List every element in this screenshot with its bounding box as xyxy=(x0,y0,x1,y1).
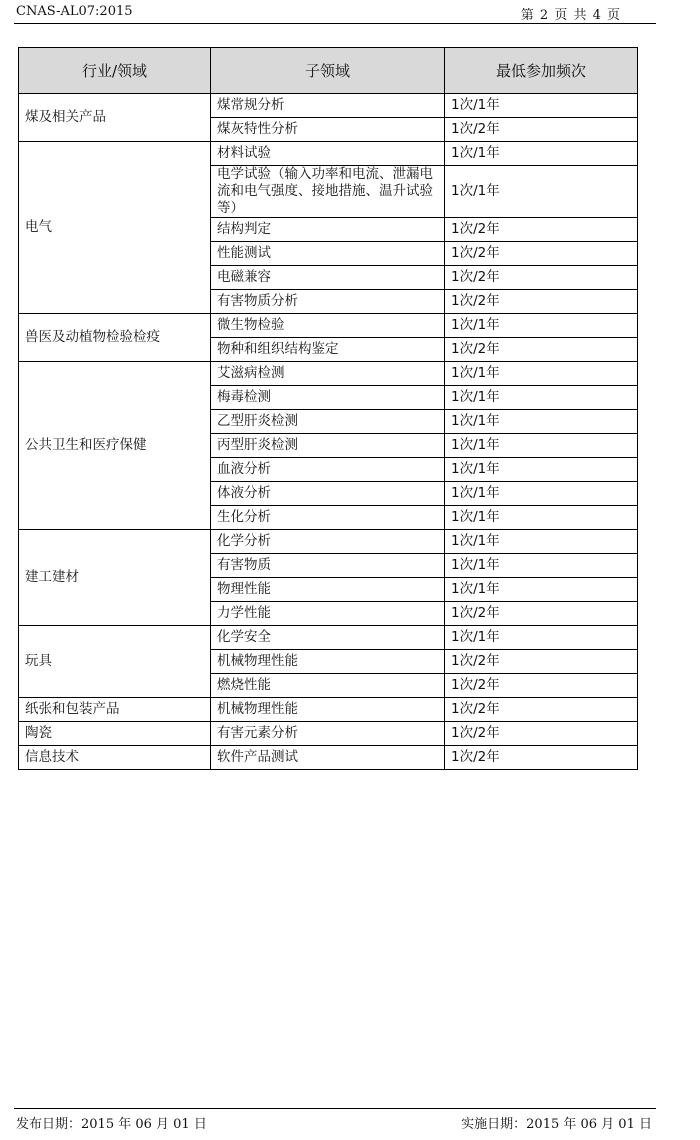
frequency-cell: 1次/2年 xyxy=(445,602,638,626)
effective-date: 实施日期：2015 年 06 月 01 日 xyxy=(461,1117,652,1132)
subfield-cell: 艾滋病检测 xyxy=(211,362,445,386)
table-row xyxy=(19,362,638,386)
table-row xyxy=(19,530,638,554)
table-row xyxy=(19,722,638,746)
subfield-cell: 力学性能 xyxy=(211,602,445,626)
header-divider xyxy=(14,23,656,24)
frequency-cell: 1次/1年 xyxy=(445,458,638,482)
subfield-cell: 体液分析 xyxy=(211,482,445,506)
frequency-cell: 1次/2年 xyxy=(445,242,638,266)
table-row xyxy=(19,626,638,650)
industry-cell: 陶瓷 xyxy=(19,722,211,746)
frequency-cell: 1次/1年 xyxy=(445,142,638,166)
column-header-frequency: 最低参加频次 xyxy=(445,48,638,94)
subfield-cell: 乙型肝炎检测 xyxy=(211,410,445,434)
industry-cell: 电气 xyxy=(19,142,211,314)
subfield-cell: 材料试验 xyxy=(211,142,445,166)
industry-cell: 信息技术 xyxy=(19,746,211,770)
industry-cell: 玩具 xyxy=(19,626,211,698)
frequency-cell: 1次/2年 xyxy=(445,218,638,242)
subfield-cell: 物种和组织结构鉴定 xyxy=(211,338,445,362)
frequency-cell: 1次/1年 xyxy=(445,386,638,410)
subfield-cell: 性能测试 xyxy=(211,242,445,266)
table-row xyxy=(19,314,638,338)
document-code: CNAS-AL07:2015 xyxy=(16,4,133,19)
subfield-cell: 机械物理性能 xyxy=(211,698,445,722)
frequency-cell: 1次/2年 xyxy=(445,118,638,142)
subfield-cell: 电磁兼容 xyxy=(211,266,445,290)
table-row xyxy=(19,698,638,722)
subfield-cell: 软件产品测试 xyxy=(211,746,445,770)
subfield-cell: 血液分析 xyxy=(211,458,445,482)
subfield-cell: 结构判定 xyxy=(211,218,445,242)
industry-cell: 兽医及动植物检验检疫 xyxy=(19,314,211,362)
frequency-cell: 1次/1年 xyxy=(445,362,638,386)
frequency-cell: 1次/1年 xyxy=(445,166,638,218)
column-header-subfield: 子领域 xyxy=(211,48,445,94)
table-row xyxy=(19,142,638,166)
frequency-cell: 1次/1年 xyxy=(445,626,638,650)
column-header-industry: 行业/领域 xyxy=(19,48,211,94)
frequency-cell: 1次/2年 xyxy=(445,338,638,362)
subfield-cell: 梅毒检测 xyxy=(211,386,445,410)
industry-cell: 纸张和包装产品 xyxy=(19,698,211,722)
frequency-cell: 1次/2年 xyxy=(445,290,638,314)
issue-date: 发布日期：2015 年 06 月 01 日 xyxy=(16,1117,207,1132)
frequency-cell: 1次/1年 xyxy=(445,482,638,506)
industry-cell: 建工建材 xyxy=(19,530,211,626)
frequency-cell: 1次/1年 xyxy=(445,434,638,458)
subfield-cell: 煤灰特性分析 xyxy=(211,118,445,142)
industry-cell: 公共卫生和医疗保健 xyxy=(19,362,211,530)
subfield-cell: 丙型肝炎检测 xyxy=(211,434,445,458)
table-header-row xyxy=(19,48,638,94)
frequency-cell: 1次/1年 xyxy=(445,506,638,530)
frequency-cell: 1次/1年 xyxy=(445,554,638,578)
frequency-cell: 1次/1年 xyxy=(445,94,638,118)
frequency-cell: 1次/2年 xyxy=(445,266,638,290)
frequency-cell: 1次/2年 xyxy=(445,674,638,698)
subfield-cell: 化学安全 xyxy=(211,626,445,650)
table-row xyxy=(19,94,638,118)
subfield-cell: 燃烧性能 xyxy=(211,674,445,698)
subfield-cell: 生化分析 xyxy=(211,506,445,530)
table-row xyxy=(19,746,638,770)
frequency-cell: 1次/1年 xyxy=(445,578,638,602)
subfield-cell: 化学分析 xyxy=(211,530,445,554)
subfield-cell: 有害物质 xyxy=(211,554,445,578)
frequency-cell: 1次/2年 xyxy=(445,650,638,674)
frequency-cell: 1次/1年 xyxy=(445,314,638,338)
frequency-cell: 1次/2年 xyxy=(445,698,638,722)
subfield-cell: 机械物理性能 xyxy=(211,650,445,674)
subfield-cell: 物理性能 xyxy=(211,578,445,602)
frequency-cell: 1次/1年 xyxy=(445,410,638,434)
frequency-cell: 1次/1年 xyxy=(445,530,638,554)
footer-divider xyxy=(14,1108,656,1109)
subfield-cell: 有害元素分析 xyxy=(211,722,445,746)
table-body xyxy=(19,94,638,770)
subfield-cell: 电学试验（输入功率和电流、泄漏电流和电气强度、接地措施、温升试验等） xyxy=(211,166,445,218)
page-number: 第 2 页 共 4 页 xyxy=(520,8,620,23)
subfield-cell: 微生物检验 xyxy=(211,314,445,338)
frequency-table xyxy=(18,47,638,770)
frequency-cell: 1次/2年 xyxy=(445,746,638,770)
subfield-cell: 有害物质分析 xyxy=(211,290,445,314)
frequency-cell: 1次/2年 xyxy=(445,722,638,746)
subfield-cell: 煤常规分析 xyxy=(211,94,445,118)
industry-cell: 煤及相关产品 xyxy=(19,94,211,142)
